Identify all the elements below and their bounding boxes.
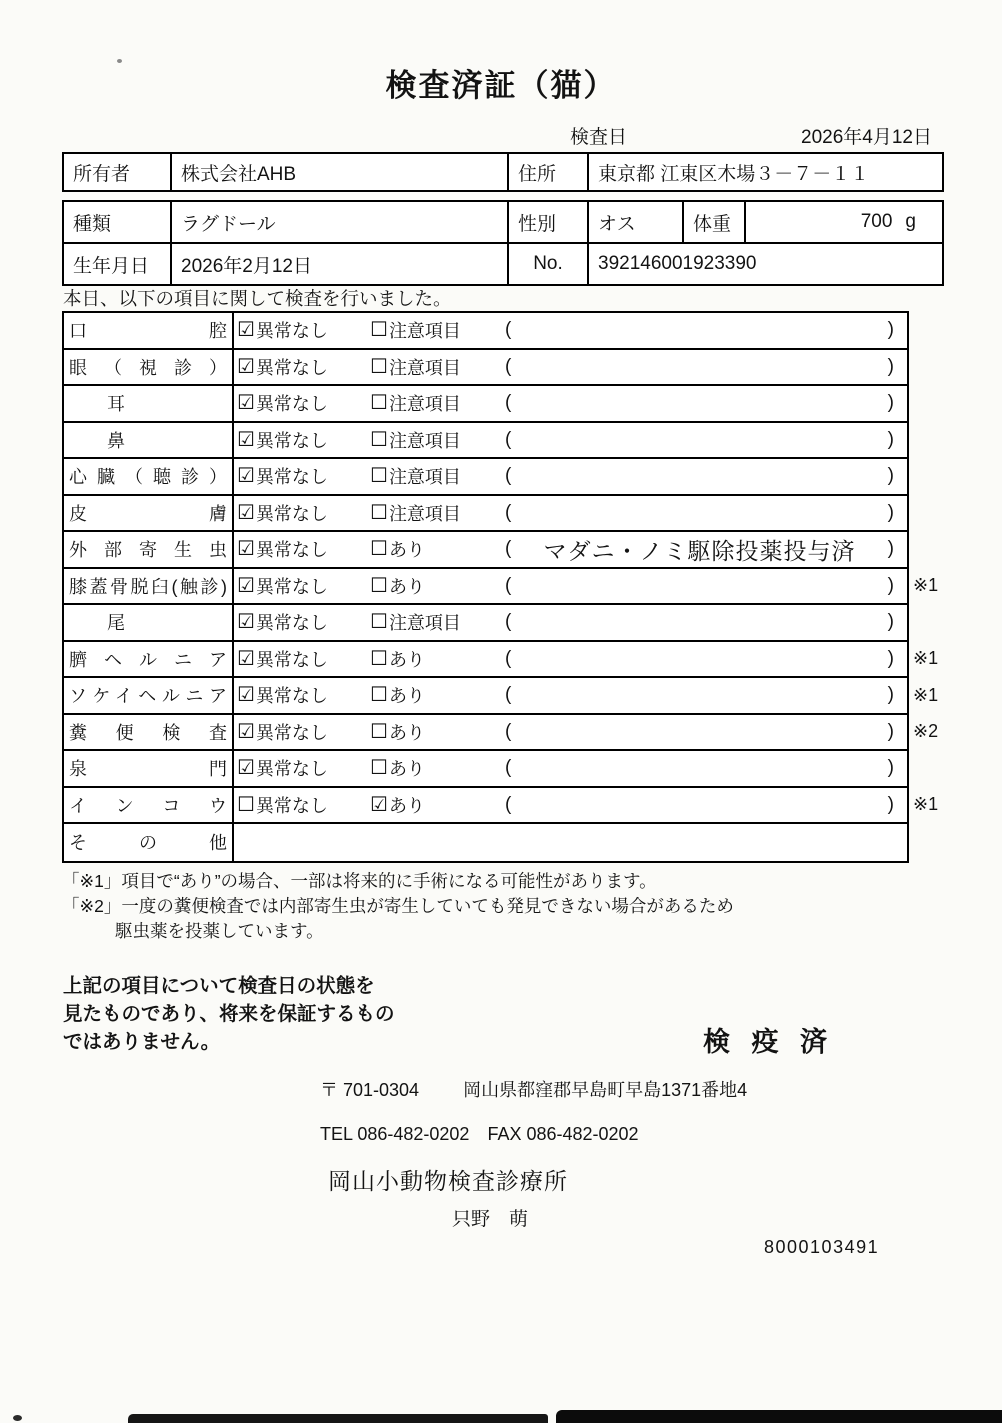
checkbox-attention-label: あり (388, 649, 425, 670)
checkbox-attention (370, 390, 505, 416)
no-value-cell (587, 244, 942, 284)
weight-unit: g (905, 211, 916, 232)
checkbox-attention-label: 注意項目 (388, 503, 461, 524)
disclaimer-line3: ではありません。 (63, 1031, 221, 1053)
sex-value: オス (598, 213, 636, 235)
inspection-row (64, 678, 939, 715)
inspection-row-content (234, 569, 907, 604)
inspection-item-label-cell (64, 350, 234, 385)
animal-table-row-2 (64, 242, 942, 284)
inspection-row (64, 459, 907, 496)
inspection-row-content (234, 642, 907, 677)
quarantine-passed-stamp: 検 疫 済 (703, 1027, 835, 1057)
inspection-row-content (234, 313, 907, 348)
checkbox-attention (370, 463, 505, 489)
checkbox-no-abnormality-icon: ☐ (237, 793, 255, 816)
inspection-row (64, 532, 907, 569)
checkbox-attention-label: 注意項目 (388, 321, 461, 342)
inspection-row-content (234, 496, 907, 531)
checkbox-no-abnormality (237, 682, 370, 708)
inspection-row (64, 496, 907, 533)
paren-open: ( (505, 720, 512, 742)
paren-open: ( (505, 684, 512, 706)
inspection-item-label: 尾 (107, 613, 125, 634)
inspection-item-label-cell (64, 569, 234, 604)
inspection-row-content (234, 788, 907, 823)
inspection-row (64, 569, 939, 606)
checkbox-no-abnormality-icon: ☑ (237, 720, 255, 743)
footnote-ref: ※2 (913, 721, 939, 742)
paren-close: ) (887, 720, 894, 742)
finding-field (505, 648, 907, 670)
inspection-item-label: 眼（視診） (69, 357, 227, 378)
disclaimer-line1: 上記の項目について検査日の状態を (63, 975, 375, 997)
paren-open: ( (505, 428, 512, 450)
checkbox-attention (370, 354, 505, 380)
inspection-date-value: 2026年4月12日 (801, 127, 932, 148)
scan-artifact-bottom-strip-right (556, 1410, 1002, 1423)
checkbox-attention (370, 646, 505, 672)
inspection-item-label-cell (64, 824, 234, 861)
checkbox-no-abnormality-label: 異常なし (255, 357, 328, 378)
owner-label-cell (64, 154, 170, 190)
page-title: 検査済証（猫） (385, 68, 617, 103)
inspection-row (64, 824, 907, 861)
checkbox-no-abnormality (237, 609, 370, 635)
birth-value: 2026年2月12日 (181, 255, 312, 277)
sex-value-cell (587, 202, 682, 242)
paren-open: ( (505, 647, 512, 669)
clinic-tel-fax: TEL 086-482-0202 FAX 086-482-0202 (320, 1124, 639, 1144)
finding-field (505, 684, 907, 706)
inspection-row-content (234, 824, 907, 861)
scan-artifact-bottom-strip-left (128, 1414, 548, 1423)
checkbox-attention-icon: ☐ (370, 501, 388, 524)
footnote-2-continuation: 駆虫薬を投薬しています。 (115, 921, 324, 941)
finding-field (505, 757, 907, 779)
paren-close: ) (887, 793, 894, 815)
serial-number: 8000103491 (764, 1237, 880, 1257)
inspection-row (64, 788, 939, 825)
checkbox-no-abnormality-label: 異常なし (255, 394, 328, 415)
microchip-number: 392146001923390 (598, 253, 757, 274)
paren-open: ( (505, 355, 512, 377)
checkbox-attention-icon: ☐ (370, 319, 388, 342)
checkbox-attention-label: 注意項目 (388, 613, 461, 634)
checkbox-no-abnormality (237, 573, 370, 599)
paren-open: ( (505, 793, 512, 815)
inspection-row-content (234, 532, 907, 567)
clinic-address-line (320, 1076, 747, 1102)
footnotes (62, 869, 734, 944)
inspection-item-label-cell (64, 715, 234, 750)
checkbox-attention-icon: ☐ (370, 647, 388, 670)
inspection-date-row (570, 122, 932, 149)
no-label-cell (507, 244, 587, 284)
checkbox-no-abnormality (237, 463, 370, 489)
paren-open: ( (505, 574, 512, 596)
paren-close: ) (887, 538, 894, 560)
paren-open: ( (505, 392, 512, 414)
inspection-item-label: 口腔 (69, 321, 227, 342)
footnote-2: 「※2」一度の糞便検査では内部寄生虫が寄生していても発見できない場合があるため (62, 896, 734, 916)
inspection-item-label: 皮膚 (69, 503, 227, 524)
clinic-name: 岡山小動物検査診療所 (328, 1168, 568, 1194)
checkbox-no-abnormality-icon: ☑ (237, 538, 255, 561)
paren-open: ( (505, 465, 512, 487)
checkbox-attention-icon: ☐ (370, 428, 388, 451)
inspection-row (64, 605, 907, 642)
address-value-cell (587, 154, 942, 190)
intro-text: 本日、以下の項目に関して検査を行いました。 (63, 288, 452, 309)
type-value: ラグドール (181, 213, 276, 235)
inspection-item-label-cell (64, 751, 234, 786)
checkbox-no-abnormality-label: 異常なし (255, 503, 328, 524)
checkbox-attention-icon: ☐ (370, 757, 388, 780)
checkbox-no-abnormality-icon: ☑ (237, 319, 255, 342)
finding-field (505, 465, 907, 487)
inspection-item-label: 耳 (107, 394, 125, 415)
finding-field (505, 533, 907, 566)
paren-close: ) (887, 428, 894, 450)
checkbox-attention-label: あり (388, 576, 425, 597)
inspection-item-label: 心臓（聴診） (69, 467, 227, 488)
inspection-row-content (234, 715, 907, 750)
scan-artifact-top-dot (117, 59, 122, 63)
birth-value-cell (170, 244, 507, 284)
inspection-row (64, 386, 907, 423)
checkbox-no-abnormality-icon: ☑ (237, 428, 255, 451)
checkbox-no-abnormality-icon: ☑ (237, 684, 255, 707)
finding-field (505, 611, 907, 633)
paren-close: ) (887, 611, 894, 633)
checkbox-no-abnormality-label: 異常なし (255, 759, 328, 780)
checkbox-attention-icon: ☐ (370, 684, 388, 707)
checkbox-no-abnormality (237, 536, 370, 562)
inspection-item-label-cell (64, 496, 234, 531)
owner-table (62, 152, 944, 192)
footnote-1: 「※1」項目で“あり”の場合、一部は将来的に手術になる可能性があります。 (62, 871, 657, 891)
checkbox-attention (370, 317, 505, 343)
checkbox-attention (370, 500, 505, 526)
checkbox-no-abnormality (237, 500, 370, 526)
paren-close: ) (887, 319, 894, 341)
disclaimer (63, 972, 395, 1056)
paren-close: ) (887, 355, 894, 377)
weight-value: 700 (860, 211, 893, 232)
animal-table-row-1 (64, 202, 942, 242)
checkbox-no-abnormality-label: 異常なし (255, 321, 328, 342)
inspection-row (64, 350, 907, 387)
checkbox-no-abnormality (237, 317, 370, 343)
inspection-item-label-cell (64, 605, 234, 640)
paren-close: ) (887, 392, 894, 414)
checkbox-no-abnormality-icon: ☑ (237, 574, 255, 597)
type-value-cell (170, 202, 507, 242)
checkbox-attention (370, 609, 505, 635)
checkbox-attention-icon: ☐ (370, 611, 388, 634)
inspection-item-label-cell (64, 313, 234, 348)
inspection-item-label-cell (64, 788, 234, 823)
checkbox-attention (370, 573, 505, 599)
paren-open: ( (505, 757, 512, 779)
checkbox-no-abnormality-label: 異常なし (255, 795, 328, 816)
inspection-date-label: 検査日 (570, 127, 628, 148)
checkbox-attention-icon: ☐ (370, 574, 388, 597)
checkbox-attention-icon: ☐ (370, 720, 388, 743)
inspection-row-content (234, 678, 907, 713)
finding-field (505, 429, 907, 451)
finding-text: マダニ・ノミ駆除投薬投与済 (543, 537, 856, 564)
finding-field (505, 319, 907, 341)
checkbox-attention-label: あり (388, 759, 425, 780)
inspection-item-label-cell (64, 386, 234, 421)
checkbox-no-abnormality-label: 異常なし (255, 576, 328, 597)
inspection-table (62, 311, 939, 863)
inspection-item-label: 泉門 (69, 759, 227, 780)
no-label: No. (533, 253, 563, 274)
type-label: 種類 (73, 213, 112, 235)
checkbox-attention (370, 792, 505, 818)
veterinarian-name: 只野 萌 (452, 1209, 529, 1230)
address-label-cell (507, 154, 587, 190)
checkbox-attention-label: 注意項目 (388, 467, 461, 488)
inspection-item-label-cell (64, 532, 234, 567)
checkbox-no-abnormality-icon: ☑ (237, 757, 255, 780)
inspection-row (64, 423, 907, 460)
checkbox-attention-icon: ☐ (370, 392, 388, 415)
inspection-item-label: インコウ (69, 795, 227, 816)
paren-close: ) (887, 647, 894, 669)
scan-artifact-bottom-dot (13, 1415, 22, 1421)
paren-close: ) (887, 501, 894, 523)
checkbox-attention (370, 719, 505, 745)
checkbox-attention (370, 755, 505, 781)
checkbox-no-abnormality-label: 異常なし (255, 540, 328, 561)
animal-table (62, 200, 944, 286)
checkbox-attention-icon: ☐ (370, 465, 388, 488)
paren-open: ( (505, 611, 512, 633)
checkbox-attention-icon: ☐ (370, 538, 388, 561)
inspection-row (64, 642, 939, 679)
paren-open: ( (505, 319, 512, 341)
checkbox-no-abnormality-icon: ☑ (237, 501, 255, 524)
checkbox-attention (370, 536, 505, 562)
type-label-cell (64, 202, 170, 242)
owner-label: 所有者 (73, 163, 131, 185)
checkbox-attention-icon: ☐ (370, 355, 388, 378)
paren-close: ) (887, 684, 894, 706)
finding-field (505, 721, 907, 743)
clinic-address: 岡山県都窪郡早島町早島1371番地4 (463, 1080, 748, 1100)
checkbox-attention-label: あり (388, 795, 425, 816)
inspection-item-label: 糞便検査 (69, 722, 227, 743)
inspection-item-label: ソケイヘルニア (69, 686, 227, 707)
weight-value-cell (744, 202, 942, 242)
address-label: 住所 (518, 163, 557, 185)
inspection-row-content (234, 350, 907, 385)
owner-value: 株式会社AHB (181, 163, 297, 185)
clinic-postal-code: 〒 701-0304 (320, 1080, 420, 1100)
finding-field (505, 794, 907, 816)
inspection-item-label-cell (64, 642, 234, 677)
checkbox-no-abnormality-label: 異常なし (255, 722, 328, 743)
sex-label: 性別 (518, 213, 557, 235)
inspection-row-content (234, 605, 907, 640)
checkbox-attention-label: 注意項目 (388, 357, 461, 378)
inspection-row (64, 751, 907, 788)
paren-open: ( (505, 501, 512, 523)
inspection-item-label-cell (64, 459, 234, 494)
finding-field (505, 575, 907, 597)
paren-close: ) (887, 757, 894, 779)
inspection-item-label-cell (64, 423, 234, 458)
inspection-row (64, 313, 907, 350)
checkbox-no-abnormality-icon: ☑ (237, 647, 255, 670)
finding-field (505, 502, 907, 524)
checkbox-no-abnormality-icon: ☑ (237, 611, 255, 634)
inspection-item-label: 臍ヘルニア (69, 649, 227, 670)
inspection-item-label: 鼻 (107, 430, 125, 451)
checkbox-no-abnormality (237, 646, 370, 672)
birth-label: 生年月日 (73, 255, 150, 277)
inspection-item-label: 膝蓋骨脱臼(触診) (69, 576, 227, 597)
checkbox-no-abnormality-label: 異常なし (255, 649, 328, 670)
inspection-row-content (234, 751, 907, 786)
disclaimer-line2: 見たものであり、将来を保証するもの (63, 1003, 395, 1025)
checkbox-no-abnormality-icon: ☑ (237, 392, 255, 415)
sex-label-cell (507, 202, 587, 242)
inspection-item-label: その他 (69, 833, 227, 854)
address-value: 東京都 江東区木場３－７－１１ (598, 163, 870, 185)
weight-label-cell (682, 202, 744, 242)
checkbox-no-abnormality (237, 427, 370, 453)
checkbox-attention-label: 注意項目 (388, 394, 461, 415)
checkbox-attention-label: あり (388, 722, 425, 743)
checkbox-attention (370, 682, 505, 708)
footnote-ref: ※1 (913, 575, 939, 596)
checkbox-attention-label: 注意項目 (388, 430, 461, 451)
checkbox-attention-label: あり (388, 686, 425, 707)
checkbox-attention-icon: ☑ (370, 793, 388, 816)
finding-field (505, 392, 907, 414)
inspection-row (64, 715, 939, 752)
inspection-row-content (234, 423, 907, 458)
checkbox-no-abnormality-icon: ☑ (237, 465, 255, 488)
checkbox-no-abnormality-icon: ☑ (237, 355, 255, 378)
checkbox-no-abnormality (237, 792, 370, 818)
weight-label: 体重 (693, 213, 732, 235)
birth-label-cell (64, 244, 170, 284)
finding-field (505, 356, 907, 378)
checkbox-no-abnormality-label: 異常なし (255, 686, 328, 707)
inspection-item-label: 外部寄生虫 (69, 540, 227, 561)
checkbox-no-abnormality (237, 755, 370, 781)
inspection-row-content (234, 386, 907, 421)
paren-close: ) (887, 574, 894, 596)
checkbox-no-abnormality-label: 異常なし (255, 613, 328, 634)
paren-open: ( (505, 538, 512, 560)
footnote-ref: ※1 (913, 648, 939, 669)
checkbox-no-abnormality-label: 異常なし (255, 467, 328, 488)
checkbox-attention-label: あり (388, 540, 425, 561)
footnote-ref: ※1 (913, 684, 939, 705)
inspection-row-content (234, 459, 907, 494)
inspection-item-label-cell (64, 678, 234, 713)
checkbox-no-abnormality (237, 390, 370, 416)
checkbox-no-abnormality (237, 354, 370, 380)
checkbox-no-abnormality (237, 719, 370, 745)
paren-close: ) (887, 465, 894, 487)
footnote-ref: ※1 (913, 794, 939, 815)
checkbox-attention (370, 427, 505, 453)
checkbox-no-abnormality-label: 異常なし (255, 430, 328, 451)
owner-value-cell (170, 154, 507, 190)
